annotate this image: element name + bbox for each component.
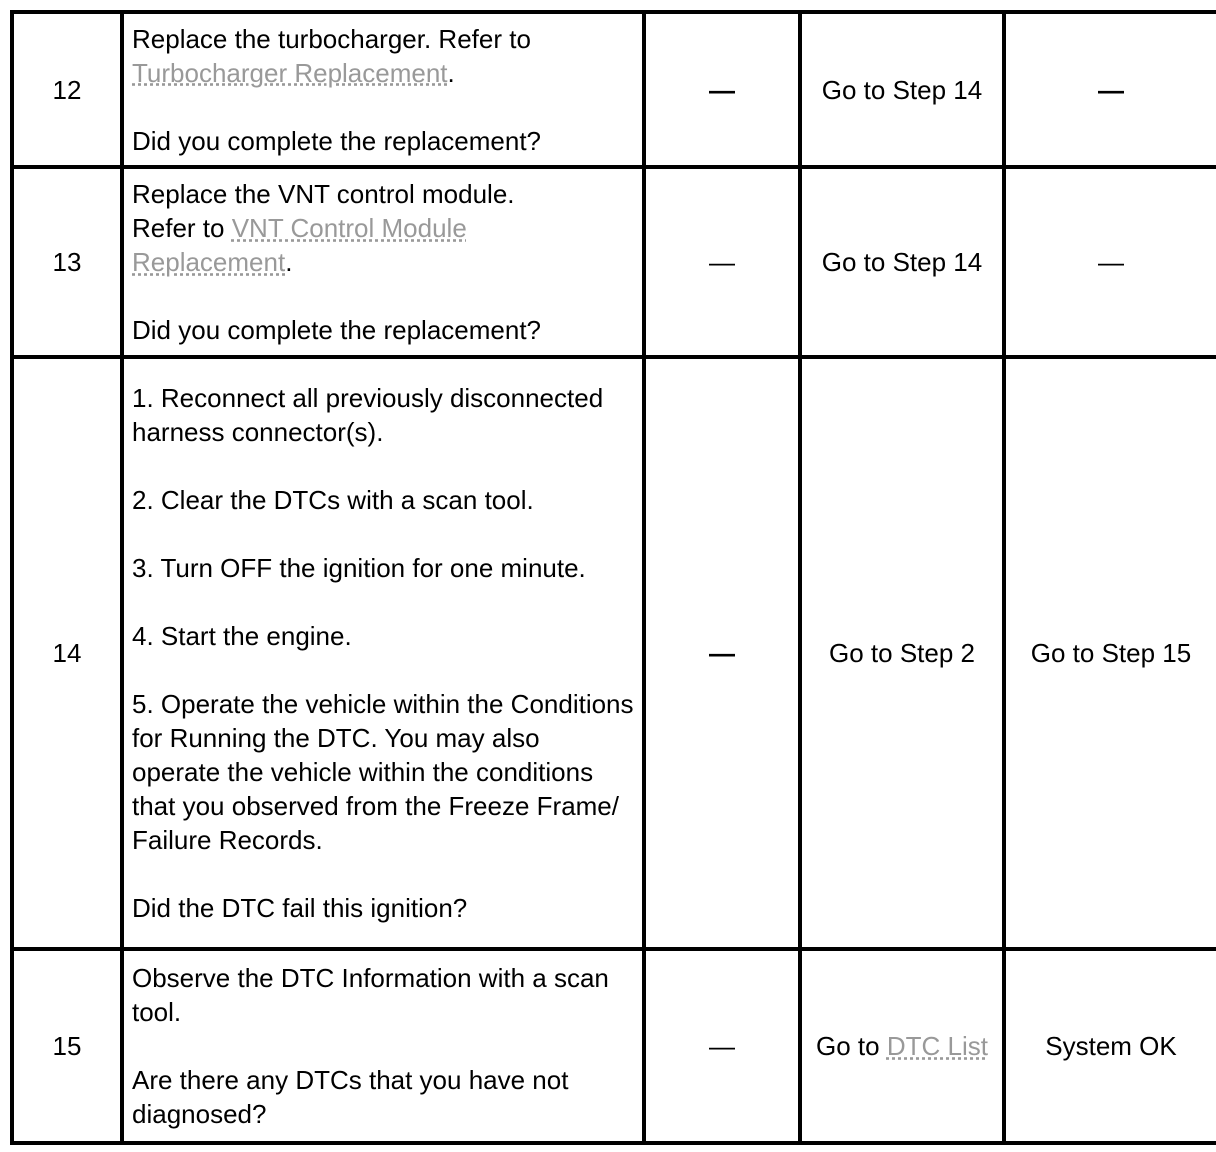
value-cell: — <box>644 357 800 949</box>
no-cell: System OK <box>1004 949 1216 1143</box>
spacer <box>132 653 634 687</box>
action-item: 2. Clear the DTCs with a scan tool. <box>132 485 534 515</box>
action-item: 3. Turn OFF the ignition for one minute. <box>132 553 586 583</box>
dtc-list-link[interactable]: DTC List <box>886 1031 988 1061</box>
spacer <box>132 517 634 551</box>
spacer <box>132 857 634 891</box>
step-number: 12 <box>12 12 122 167</box>
table-row <box>12 949 1216 1143</box>
action-item: 4. Start the engine. <box>132 621 352 651</box>
action-line: Replace the turbocharger. Refer to <box>132 23 531 54</box>
refer-to-text: Refer to <box>132 213 232 243</box>
no-cell: — <box>1004 12 1216 167</box>
yes-cell: Go to Step 2 <box>800 357 1004 949</box>
action-text: Observe the DTC Information with a scan tool. <box>132 963 609 1027</box>
yes-cell: Go to Step 14 <box>800 167 1004 357</box>
value-cell: — <box>644 167 800 357</box>
table-row <box>12 357 1216 949</box>
value-cell: — <box>644 12 800 167</box>
action-reference <box>132 211 634 279</box>
action-question: Did you complete the replacement? <box>132 125 542 156</box>
action-cell <box>122 357 644 949</box>
step-number: 13 <box>12 167 122 357</box>
action-cell <box>122 167 644 357</box>
no-cell: Go to Step 15 <box>1004 357 1216 949</box>
go-to-text: Go to <box>816 1031 887 1061</box>
no-cell: — <box>1004 167 1216 357</box>
spacer <box>132 585 634 619</box>
spacer <box>132 279 634 313</box>
action-text <box>132 22 634 90</box>
action-text: Replace the VNT control module. <box>132 179 515 209</box>
diagnostic-table <box>10 10 1216 1145</box>
action-period: . <box>447 57 455 88</box>
action-cell <box>122 949 644 1143</box>
value-cell: — <box>644 949 800 1143</box>
action-period: . <box>285 247 293 277</box>
table-row <box>12 167 1216 357</box>
vnt-control-module-replacement-link[interactable]: VNT Control Module Replacement <box>132 213 467 277</box>
action-question: Did the DTC fail this ignition? <box>132 893 468 923</box>
table-row <box>12 12 1216 167</box>
step-number: 14 <box>12 357 122 949</box>
turbocharger-replacement-link[interactable]: Turbocharger Replacement <box>132 57 448 88</box>
spacer <box>132 1029 634 1063</box>
action-item: 1. Reconnect all previously disconnected harness connector(s). <box>132 383 604 447</box>
action-question: Are there any DTCs that you have not diagnosed? <box>132 1065 569 1129</box>
spacer <box>132 449 634 483</box>
yes-cell <box>800 949 1004 1143</box>
yes-cell: Go to Step 14 <box>800 12 1004 167</box>
spacer <box>132 90 634 124</box>
step-number: 15 <box>12 949 122 1143</box>
action-cell <box>122 12 644 167</box>
action-question: Did you complete the replacement? <box>132 315 542 345</box>
action-item: 5. Operate the vehicle within the Conditions for Running the DTC. You may also operate the vehicle within the conditions that you observed from the Freeze Frame/ Failure Records. <box>132 689 634 855</box>
